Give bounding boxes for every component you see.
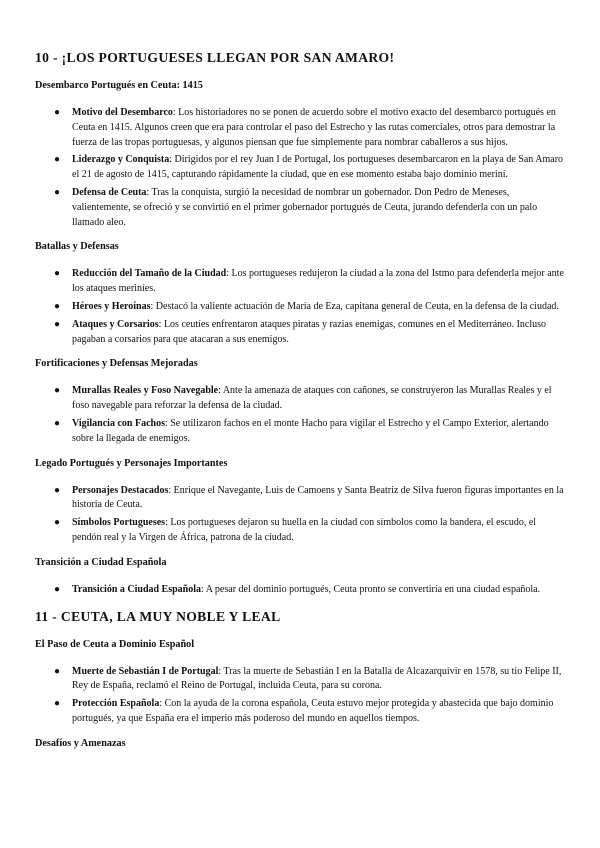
spacer [35, 67, 565, 79]
spacer [35, 727, 565, 737]
bullet-icon: ● [54, 268, 61, 280]
spacer [35, 652, 565, 665]
item-text: : Los portugueses dejaron su huella en la ciudad con símbolos como la bandera, el escudo, el pendón real y la Virgen de África, patrona de la ciudad. [72, 517, 537, 543]
item-text: : A pesar del dominio portugués, Ceuta pronto se convertiría en una ciudad española. [201, 583, 541, 595]
item-text: : Dirigidos por el rey Juan I de Portugal, los portugueses desembarcaron en la playa de San Amaro el 21 de agosto de 1415, capturando rápidamente la ciudad, que en ese momento estaba bajo dominio meriní. [72, 154, 564, 181]
subsection-heading: Fortificaciones y Defensas Mejoradas [35, 358, 198, 370]
bullet-icon: ● [54, 385, 61, 397]
subsection-heading: El Paso de Ceuta a Dominio Español [35, 638, 195, 650]
list-item [35, 186, 565, 230]
spacer [35, 626, 565, 638]
document-page [35, 49, 565, 751]
spacer [35, 371, 565, 384]
bullet-icon: ● [54, 517, 61, 529]
bullet-list [35, 267, 565, 347]
spacer [35, 471, 565, 484]
subsection-heading: Batallas y Defensas [35, 241, 119, 253]
bullet-list [35, 484, 565, 546]
bullet-list [35, 384, 565, 446]
subsection-heading: Desembarco Portugués en Ceuta: 1415 [35, 80, 203, 91]
item-term: Vigilancia con Fachos [72, 417, 165, 429]
bullet-icon: ● [54, 417, 61, 429]
item-text: : Se utilizaron fachos en el monte Hacho para vigilar el Estrecho y el Campo Exterior, alertando sobre la llegada de enemigos. [72, 417, 549, 444]
list-item [35, 417, 565, 447]
item-term: Defensa de Ceuta [72, 186, 147, 198]
bullet-icon: ● [54, 318, 61, 330]
item-term: Murallas Reales y Foso Navegable [72, 385, 219, 397]
bullet-icon: ● [54, 698, 61, 710]
list-item [35, 516, 565, 546]
list-item [35, 384, 565, 414]
spacer [35, 447, 565, 457]
spacer [35, 570, 565, 583]
item-term: Liderazgo y Conquista [72, 154, 170, 166]
list-item [35, 697, 565, 727]
item-text: : Tras la muerte de Sebastián I en la Batalla de Alcazarquivir en 1578, su tío Felipe II, Rey de España, reclamó el Reino de Portugal, incluida Ceuta, para su corona. [72, 665, 562, 692]
section-title: 11 - CEUTA, LA MUY NOBLE Y LEAL [35, 608, 281, 624]
list-item [35, 106, 565, 150]
bullet-icon: ● [54, 300, 61, 312]
item-text: : Enrique el Navegante, Luis de Camoens y Santa Beatriz de Silva fueron figuras importantes en la historia de Ceuta. [72, 484, 564, 511]
item-term: Personajes Destacados [72, 484, 169, 496]
list-item [35, 153, 565, 183]
spacer [35, 546, 565, 556]
bullet-icon: ● [54, 665, 61, 677]
item-text: : Ante la amenaza de ataques con cañones, se construyeron las Murallas Reales y el foso navegable para reforzar la defensa de la ciudad. [72, 385, 552, 412]
bullet-icon: ● [54, 186, 61, 198]
spacer [35, 230, 565, 240]
item-text: : Con la ayuda de la corona española, Ceuta estuvo mejor protegida y abastecida que bajo dominio portugués, ya que España era el imperio más poderoso del mundo en aquellos tiempos. [72, 698, 554, 724]
list-item [35, 665, 565, 695]
spacer [35, 93, 565, 106]
item-text: : Los historiadores no se ponen de acuerdo sobre el motivo exacto del desembarco portugués en Ceuta en 1415. Algunos creen que era para controlar el paso del Estrecho y las rutas comerciales, otros para demostrar la fuerza de las tropas portuguesas, y algunos piensan que fue simplemente para nombrar caballeros a sus hijos. [72, 107, 556, 148]
list-item [35, 484, 565, 514]
item-term: Símbolos Portugueses [72, 517, 166, 529]
item-term: Héroes y Heroínas [72, 300, 151, 312]
list-item [35, 267, 565, 297]
item-term: Transición a Ciudad Española [72, 583, 202, 595]
spacer [35, 598, 565, 608]
bullet-icon: ● [54, 484, 61, 496]
bullet-icon: ● [54, 154, 61, 166]
item-text: : Tras la conquista, surgió la necesidad de nombrar un gobernador. Don Pedro de Meneses, valientemente, se ofreció y se convirtió en el primer gobernador portugués de Ceuta, jurando defenderla con un palo llamado aleo. [72, 186, 538, 228]
item-text: : Los portugueses redujeron la ciudad a la zona del Istmo para defenderla mejor ante los ataques meriníes. [72, 268, 564, 295]
item-term: Ataques y Corsarios [72, 318, 159, 330]
bullet-list [35, 583, 565, 598]
section-title: 10 - ¡LOS PORTUGUESES LLEGAN POR SAN AMARO! [35, 50, 395, 65]
bullet-list [35, 665, 565, 727]
spacer [35, 254, 565, 267]
subsection-heading: Desafíos y Amenazas [35, 737, 126, 749]
spacer [35, 347, 565, 357]
bullet-icon: ● [54, 107, 61, 118]
item-term: Muerte de Sebastián I de Portugal [72, 665, 219, 677]
item-text: : Los ceutíes enfrentaron ataques piratas y razias enemigas, comunes en el Mediterráneo. Incluso pagaban a corsarios para que atacaran a sus enemigos. [72, 318, 547, 345]
bullet-icon: ● [54, 583, 61, 595]
item-term: Motivo del Desembarco [72, 107, 173, 118]
item-term: Protección Española [72, 698, 160, 710]
item-text: : Destacó la valiente actuación de María de Eza, capitana general de Ceuta, en la defensa de la ciudad. [150, 300, 559, 312]
subsection-heading: Transición a Ciudad Española [35, 556, 167, 568]
list-item [35, 300, 565, 315]
bullet-list [35, 106, 565, 230]
item-term: Reducción del Tamaño de la Ciudad [72, 268, 227, 280]
list-item [35, 318, 565, 348]
subsection-heading: Legado Portugués y Personajes Importantes [35, 457, 228, 469]
list-item [35, 583, 565, 598]
